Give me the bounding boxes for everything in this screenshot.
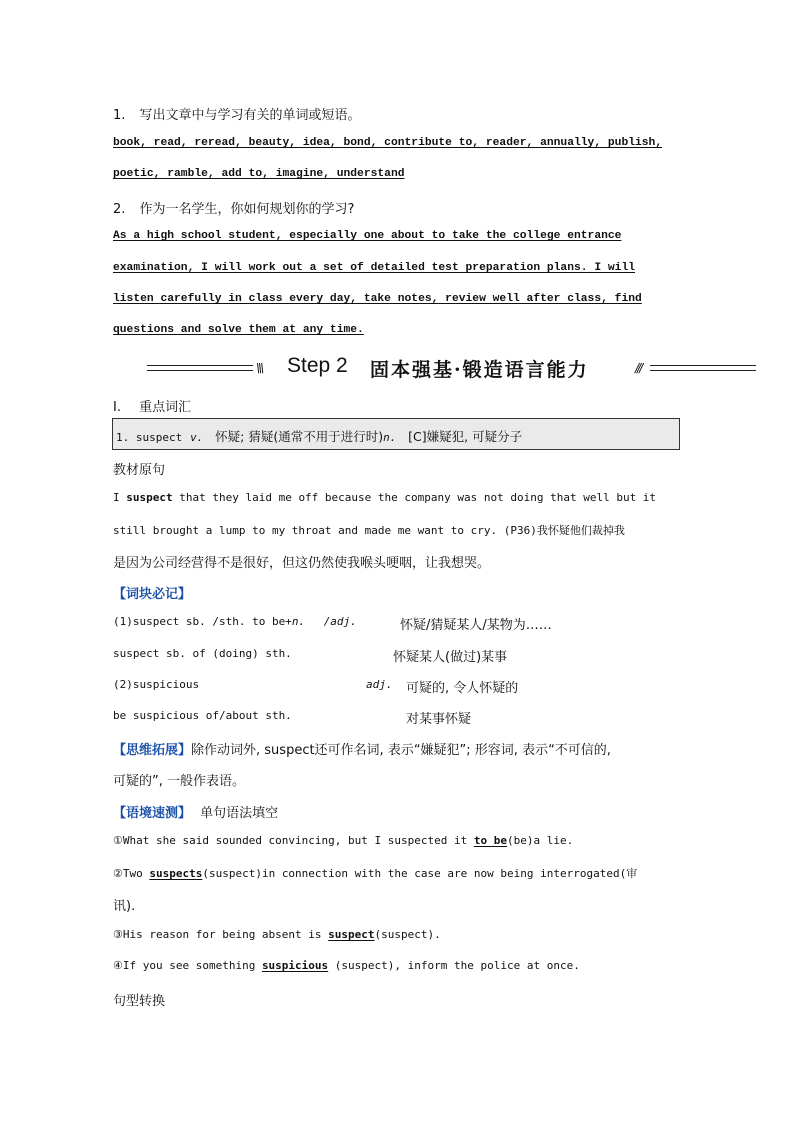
chunk-row (113, 615, 357, 628)
answer-line: As a high school student, especially one about to take the college entrance (113, 230, 622, 242)
item-answer: suspect (328, 928, 375, 941)
extension-line (113, 739, 611, 758)
question-number: 2. (113, 202, 126, 217)
extension-heading: 【思维拓展】 (113, 743, 192, 758)
chunk-pos: adj. (366, 678, 393, 691)
banner-rule-right (650, 365, 756, 371)
section-title: 重点词汇 (139, 400, 192, 415)
exercise-heading-line (113, 802, 278, 821)
question-number: 1. (113, 108, 126, 123)
item-answer: to be (473, 834, 507, 847)
answer-line: examination, I will work out a set of detailed test preparation plans. I will (113, 262, 636, 274)
chunk-meaning: 怀疑/猜疑某人/某物为…… (400, 618, 552, 633)
exercise-item (113, 865, 637, 881)
exercise-item (113, 928, 441, 941)
item-text: ④If you see something (113, 959, 262, 972)
step-title: 固本强基·锻造语言能力 (370, 359, 589, 381)
chunk-meaning: 对某事怀疑 (406, 712, 472, 727)
original-translation: 是因为公司经营得不是很好，但这仍然使我喉头哽咽，让我想哭。 (113, 556, 491, 571)
chunk-phrase: be suspicious of/about sth. (113, 709, 292, 722)
chunk-phrase: suspect sb. of (doing) sth. (113, 647, 292, 660)
vocab-word: 1. suspect (116, 431, 183, 444)
chunk-phrase: (2)suspicious (113, 678, 200, 691)
original-line (113, 491, 656, 504)
exercise-item (113, 834, 573, 847)
original-keyword: suspect (126, 491, 173, 504)
banner-slashes-right: /// (635, 361, 642, 375)
vocab-meaning-noun: [C]嫌疑犯, 可疑分子 (408, 429, 523, 444)
item-text: (suspect). (374, 928, 441, 941)
item-text: ①What she said sounded convincing, but I suspected it (113, 834, 474, 847)
vocab-pos-verb: v. (190, 431, 204, 444)
exercise-heading: 【语境速测】 (113, 806, 192, 821)
chunk-pos: n. (291, 615, 306, 628)
answer-line: poetic, ramble, add to, imagine, understand (113, 168, 405, 180)
step-label: Step 2 (287, 354, 348, 377)
answer-line: book, read, reread, beauty, idea, bond, contribute to, reader, annually, publish, (113, 137, 663, 149)
original-text: still brought a lump to my throat and made me want to cry. (P36)我怀疑他们裁掉我 (113, 524, 625, 537)
item-text: (suspect)in connection with the case are now being interrogated(审 (202, 867, 638, 880)
item-text: ②Two (113, 867, 150, 880)
item-answer: suspicious (261, 959, 329, 972)
item-text: (be)a lie. (506, 834, 574, 847)
chunk-phrase: (1)suspect sb. /sth. to be+ (113, 615, 292, 628)
exercise-item-continuation: 讯). (113, 899, 136, 914)
chunk-pos: /adj. (323, 615, 357, 628)
extension-text: 除作动词外, suspect还可作名词, 表示“嫌疑犯”; 形容词, 表示“不可信的, (191, 743, 611, 758)
exercise-title: 单句语法填空 (200, 806, 279, 821)
original-heading: 教材原句 (113, 463, 166, 478)
question-text: 作为一名学生，你如何规划你的学习? (139, 202, 355, 217)
vocab-pos-noun: n. (383, 431, 397, 444)
banner-rule-left (147, 365, 253, 371)
vocab-entry (116, 427, 522, 445)
original-line (113, 522, 625, 538)
vocab-meaning-verb: 怀疑; 猜疑(通常不用于进行时) (215, 429, 384, 444)
item-answer: suspects (149, 867, 203, 880)
chunk-meaning: 可疑的, 令人怀疑的 (406, 681, 519, 696)
item-text: (suspect), inform the police at once. (328, 959, 580, 972)
section-number: Ⅰ. (113, 400, 121, 415)
answer-line: listen carefully in class every day, take notes, review well after class, find (113, 293, 642, 305)
chunk-meaning: 怀疑某人(做过)某事 (393, 650, 508, 665)
original-text: that they laid me off because the company was not doing that well but it (172, 491, 657, 504)
original-text: I (113, 491, 127, 504)
item-text: ③His reason for being absent is (113, 928, 329, 941)
banner-slashes-left: \\\ (256, 361, 263, 375)
question-text: 写出文章中与学习有关的单词或短语。 (139, 108, 361, 123)
question-1 (113, 104, 361, 123)
chunks-heading: 【词块必记】 (113, 587, 192, 602)
extension-text: 可疑的”, 一般作表语。 (113, 774, 245, 789)
transform-heading: 句型转换 (113, 994, 166, 1009)
question-2 (113, 198, 354, 217)
section-heading (113, 396, 191, 415)
exercise-item (113, 959, 580, 972)
answer-line: questions and solve them at any time. (113, 324, 364, 336)
